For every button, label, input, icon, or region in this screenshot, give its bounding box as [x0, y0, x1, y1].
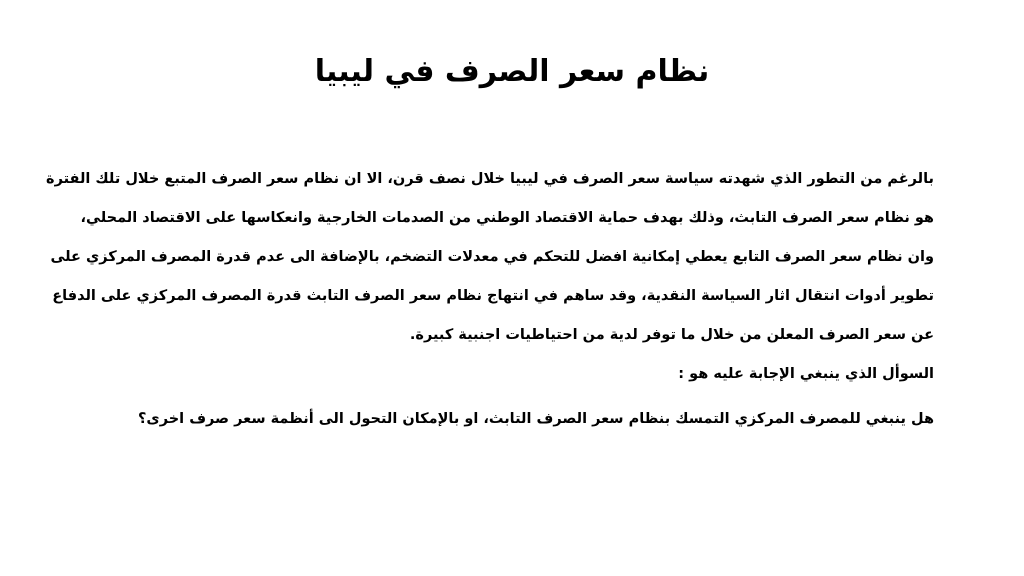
paragraph-line: تطوير أدوات انتقال اثار السياسة النقدية، وقد ساهم في انتهاج نظام سعر الصرف التابث قدرة المصرف المركزي على الدفاع [52, 288, 934, 304]
intro-paragraph [46, 160, 934, 355]
paragraph-line: بالرغم من التطور الذي شهدته سياسة سعر الصرف في ليبيا خلال نصف قرن، الا ان نظام سعر الصرف المتبع خلال تلك الفترة [46, 171, 934, 187]
slide-title: نظام سعر الصرف في ليبيا [314, 54, 710, 89]
paragraph-line: عن سعر الصرف المعلن من خلال ما توفر لدية من احتياطيات اجنبية كبيرة. [409, 327, 934, 343]
question-text: هل ينبغي للمصرف المركزي التمسك بنظام سعر الصرف التابث، او بالإمكان التحول الى أنظمة سعر صرف اخرى؟ [138, 411, 934, 427]
paragraph-line: وان نظام سعر الصرف التابع يعطي إمكانية افضل للتحكم في معدلات التضخم، بالإضافة الى عدم قدرة المصرف المركزي على [50, 249, 934, 265]
question-intro: السوأل الذي ينبغي الإجابة عليه هو : [678, 366, 934, 382]
slide-body [46, 160, 934, 439]
paragraph-line: هو نظام سعر الصرف التابث، وذلك بهدف حماية الاقتصاد الوطني من الصدمات الخارجية وانعكاسها على الاقتصاد المحلي، [80, 210, 934, 226]
